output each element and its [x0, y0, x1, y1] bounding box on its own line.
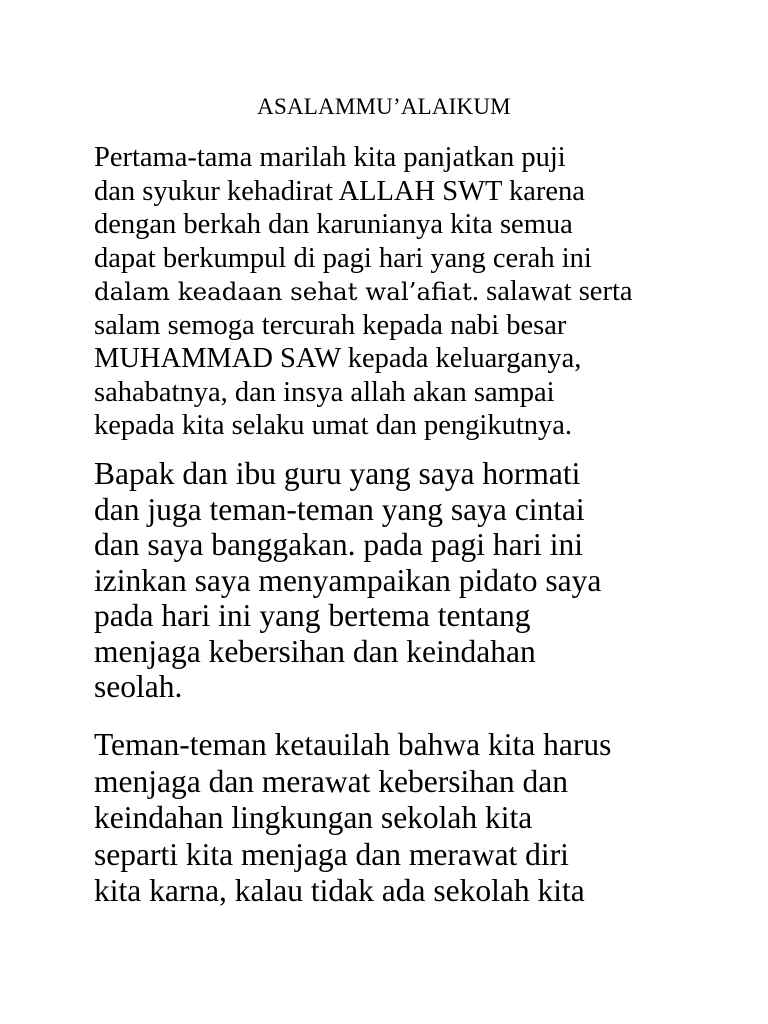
text-line: izinkan saya menyampaikan pidato saya — [94, 562, 602, 598]
paragraph-greeting-audience — [94, 456, 601, 705]
text-line: separti kita menjaga dan merawat diri — [94, 836, 569, 872]
text-line: keindahan lingkungan sekolah kita — [94, 800, 533, 835]
text-line: MUHAMMAD SAW kepada keluarganya, — [94, 343, 582, 374]
text-line: sahabatnya, dan insya allah akan sampai — [94, 376, 555, 408]
text-line: menjaga dan merawat kebersihan dan — [94, 763, 569, 799]
text-line: kepada kita selaku umat dan pengikutnya. — [94, 410, 573, 441]
text-line: dan saya banggakan. pada pagi hari ini — [94, 527, 583, 562]
text-line: Pertama-tama marilah kita panjatkan puji — [94, 142, 566, 173]
text-line: dengan berkah dan karunianya kita semua — [94, 209, 573, 240]
paragraph-opening — [94, 141, 633, 443]
text-fragment: . salawat serta — [471, 276, 633, 307]
text-line: salam semoga tercurah kepada nabi besar — [94, 309, 567, 341]
text-line: kita karna, kalau tidak ada sekolah kita — [94, 873, 585, 908]
text-line: Teman-teman ketauilah bahwa kita harus — [94, 727, 612, 762]
text-line: pada hari ini yang bertema tentang — [94, 598, 531, 633]
text-fragment-alt-font: dalam keadaan sehat wal’afiat — [94, 277, 472, 306]
greeting-heading: ASALAMMU’ALAIKUM — [257, 94, 511, 119]
paragraph-body — [94, 727, 611, 910]
text-line: menjaga kebersihan dan keindahan — [94, 633, 536, 669]
text-line: dapat berkumpul di pagi hari yang cerah ini — [94, 242, 592, 274]
text-line-mixed — [94, 275, 633, 309]
text-line: seolah. — [94, 669, 183, 704]
text-line: dan syukur kehadirat ALLAH SWT karena — [94, 175, 585, 207]
text-line: dan juga teman-teman yang saya cintai — [94, 491, 585, 527]
text-line: Bapak dan ibu guru yang saya hormati — [94, 456, 581, 491]
